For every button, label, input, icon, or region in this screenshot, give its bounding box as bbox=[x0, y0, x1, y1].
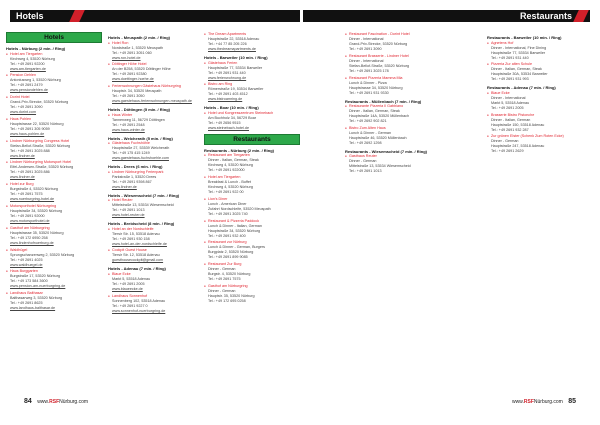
page-header-restaurants bbox=[303, 10, 590, 22]
list-item bbox=[6, 73, 102, 93]
list-item bbox=[6, 95, 102, 115]
entry-website-link[interactable]: www.landhaus-balthasar.de bbox=[10, 306, 56, 311]
entry-detail: Römerstraße 19, 53534 Barweiler bbox=[208, 87, 264, 92]
entry-detail: Tel.: +49 2692 902 821 bbox=[349, 119, 387, 124]
entry-detail: Hauptstraße 77, 53534 Barweiler bbox=[491, 50, 546, 55]
list-item bbox=[487, 91, 583, 111]
entry-detail: Tel.: +49 172 6950 258 bbox=[10, 235, 48, 240]
entry-website-link[interactable]: www.blaueecke.de bbox=[112, 286, 143, 291]
entry-name-link[interactable]: ● Lindner Nürburgring Motorsport Hotel bbox=[6, 160, 102, 165]
list-item bbox=[345, 104, 441, 124]
entry-detail: Kirchweg 4, 53520 Nürburg bbox=[208, 185, 253, 190]
group-title: Restaurants - Müllenbach (7 min. / Ring) bbox=[345, 98, 422, 104]
entry-name-link[interactable]: ● Gasthof am Nürburgring bbox=[6, 226, 102, 231]
entry-detail: Dinner - German bbox=[208, 267, 236, 272]
group-title: Hotels - Adenau (7 min. / Ring) bbox=[108, 266, 166, 272]
entry-name-link[interactable]: ● Lindner Nürburgring Congress Hotel bbox=[6, 139, 102, 144]
entry-website-link[interactable]: www.pension-am-nuerburgring.de bbox=[10, 284, 66, 289]
list-item bbox=[487, 41, 583, 61]
entry-detail: Tel.: +49 2691 9398 867 bbox=[112, 179, 152, 184]
entry-detail: Hauptstrasse 34, 53520 Nürburg bbox=[349, 85, 403, 90]
entry-detail: Tel.: +49 2691 3051 060 bbox=[112, 50, 152, 55]
entry-detail: Dinner - German bbox=[208, 289, 236, 294]
list-item bbox=[204, 153, 300, 173]
entry-detail: Tel.: +49 2691 3025 886 bbox=[10, 170, 50, 175]
entry-detail: Hauptstraße 14A, 53520 Müllenbach bbox=[349, 114, 410, 119]
entry-website-link[interactable]: www.nuerburgring-hotel.de bbox=[10, 197, 55, 202]
list-item bbox=[204, 197, 300, 217]
group-title: Hotels - Nürburg (2 min. / Ring) bbox=[6, 46, 66, 51]
list-item bbox=[6, 204, 102, 224]
entry-name-link[interactable]: ● Cockpit Guest House bbox=[108, 248, 204, 253]
column-hotels-restaurants bbox=[204, 32, 300, 382]
entry-detail: Hauptstraße 30A, 53534 Barweiler bbox=[491, 72, 548, 77]
list-item bbox=[345, 54, 441, 74]
entry-name-link[interactable]: ● Pizzeria Zur alten Schule bbox=[487, 62, 583, 67]
entry-detail: Tel.: +49 2691 3090 bbox=[10, 105, 43, 110]
footer-url-suffix: Nürburg.com bbox=[59, 399, 89, 405]
entry-website-link[interactable]: www.doettinger-hoehe.de bbox=[112, 77, 154, 82]
entry-detail: Stefan-Bellof-Straße, 53520 Nürburg bbox=[10, 143, 71, 148]
entry-name-link[interactable]: ● Bistro Zum Alten Haus bbox=[345, 126, 441, 131]
entry-detail: Sprungschanzenweg 2, 53520 Nürburg bbox=[10, 252, 75, 257]
page-header-hotels bbox=[10, 10, 300, 22]
entry-name-link[interactable]: ● Hotel Ron bbox=[108, 41, 204, 46]
entry-detail: Dinner - International bbox=[349, 58, 384, 63]
entry-name-link[interactable]: ● Gasthof am Nürburgring bbox=[204, 284, 300, 289]
list-item bbox=[204, 111, 300, 131]
entry-detail: Hauptstraße 34, 53520 Nürburg bbox=[10, 209, 63, 214]
entry-detail: Tel.: +49 2691 931 993 bbox=[491, 77, 529, 82]
entry-detail: Dinner - International bbox=[491, 95, 526, 100]
list-item bbox=[487, 134, 583, 154]
entry-website-link[interactable]: www.thedreamapartments.de bbox=[208, 47, 256, 51]
entry-name-link[interactable]: ● Haus Burggarten bbox=[6, 269, 102, 274]
entry-detail: Tel.: +49 2691 932 400 bbox=[208, 233, 246, 238]
group-title: Hotels - Barweiler (10 min. / Ring) bbox=[204, 55, 268, 60]
entry-website-link[interactable]: www.bistroamring.de bbox=[208, 97, 243, 102]
entry-name-link[interactable]: ● Blaue Ecke bbox=[487, 91, 583, 96]
entry-website-link[interactable]: www.pensiondehlen.de bbox=[10, 88, 48, 93]
list-item bbox=[6, 117, 102, 137]
entry-detail: Tel.: +49 2692 1298 bbox=[349, 140, 382, 145]
entry-detail: Tel.: +49 2691 899 9085 bbox=[208, 255, 248, 260]
group-title: Hotels - Döttingen (5 min. / Ring) bbox=[108, 107, 170, 113]
list-item bbox=[6, 226, 102, 246]
entry-name-link[interactable]: ● Ferienwohnungen Gästehaus Nürburgring bbox=[108, 84, 204, 89]
entry-website-link[interactable]: www.sonnenhof-nuerburgring.de bbox=[112, 308, 166, 313]
entry-detail: Tel.: +49 2691 2005 bbox=[491, 105, 524, 110]
footer-url-prefix: www. bbox=[37, 399, 50, 405]
list-item bbox=[108, 294, 204, 314]
entry-detail: Dinner - Italian, German, Steak bbox=[208, 158, 259, 163]
entry-detail: Kirchweg 4, 53520 Nürburg bbox=[10, 56, 55, 61]
entry-detail: Sonnenberg 102, 53518 Adenau bbox=[112, 298, 166, 303]
entry-name-link[interactable]: ● Dorint Hotel bbox=[6, 95, 102, 100]
group-title: Restaurants - Barweiler (10 min. / Ring) bbox=[487, 35, 562, 40]
entry-detail: Mittelstraße 13, 53534 Wiesemscheid bbox=[349, 164, 411, 169]
entry-name-link[interactable]: ● Hotel am Tiergarten bbox=[204, 175, 300, 180]
list-item bbox=[108, 141, 204, 161]
list-item bbox=[6, 139, 102, 159]
entry-detail: Hauptstraße 46, 53520 Müllenbach bbox=[349, 135, 407, 140]
entry-detail: Tel.: +49 2691 922 00 bbox=[208, 190, 244, 195]
entry-detail: Tel.: +49 175 415 1249 bbox=[112, 151, 150, 156]
entry-detail: Markt 5, 53518 Adenau bbox=[491, 100, 530, 105]
entry-name-link[interactable]: ● Restaurant am Tiergarten bbox=[204, 153, 300, 158]
list-item bbox=[204, 284, 300, 304]
entry-name-link[interactable]: ● Agnetens Hof bbox=[487, 41, 583, 46]
list-item bbox=[108, 248, 204, 263]
entry-detail: Hauptstraße 150, 53518 Adenau bbox=[491, 122, 545, 127]
entry-detail: Nordstraße 1, 53520 Meuspath bbox=[112, 45, 164, 50]
entry-detail: Tel.: +49 2691 4025 bbox=[10, 257, 43, 262]
entry-detail: Tel.: +49 2691 931 9330 bbox=[349, 90, 389, 95]
entry-name-link[interactable]: ● Gasthaus Reuter bbox=[345, 154, 441, 159]
section-title-hotels: Hotels bbox=[6, 32, 102, 43]
entry-website-link[interactable]: www.ferienwohnung.de bbox=[208, 75, 247, 80]
page-header-title: Hotels bbox=[16, 11, 44, 21]
entry-detail: Tel.: +49 2691 2629 bbox=[491, 149, 524, 154]
list-item bbox=[487, 113, 583, 133]
entry-name-link[interactable]: ● Döttinger Höhe Hotel bbox=[108, 62, 204, 67]
entry-detail: Tel.: +49 2691 930 158 bbox=[112, 236, 150, 241]
entry-detail: Tel.: +49 2691 8625 bbox=[10, 301, 43, 306]
entry-website-link[interactable]: www.haus-pohlen.de bbox=[10, 131, 45, 136]
list-item bbox=[108, 62, 204, 82]
entry-detail: Mittelstraße 13, 53534 Wiesemscheid bbox=[112, 203, 174, 208]
entry-detail: Grand-Prix-Strecke, 53520 Nürburg bbox=[349, 42, 408, 46]
entry-name-link[interactable]: ● Restaurant & Pizzeria Paddock bbox=[204, 219, 300, 224]
entry-website-link[interactable]: www.motorsporthotel.de bbox=[10, 219, 50, 224]
list-item bbox=[108, 170, 204, 190]
entry-name-link[interactable]: ● The Dream Apartments bbox=[204, 32, 300, 37]
entry-detail: Tel.: +49 2691 305 9059 bbox=[10, 126, 50, 131]
entry-detail: Tel.: +49 2691 1013 bbox=[349, 169, 382, 174]
entry-name-link[interactable]: ● Hotel zur Burg bbox=[6, 182, 102, 187]
group-title: Restaurants - Nürburg (2 min. / Ring) bbox=[204, 147, 275, 153]
entry-detail: Burgstraße 17, 53520 Nürburg bbox=[10, 274, 61, 279]
group-title: Hotels - Welcherath (5 min. / Ring) bbox=[108, 135, 173, 141]
footer-url-suffix: Nürburg.com bbox=[533, 399, 563, 405]
entry-detail: Dinner - German bbox=[491, 139, 519, 144]
list-item bbox=[108, 84, 204, 104]
entry-detail: Am Buchholz 34, 56729 Boar bbox=[208, 115, 256, 120]
entry-name-link[interactable]: ● Restaurant Pizzeria Mamma Mia bbox=[345, 76, 441, 81]
entry-detail: Dinner - Italian, German bbox=[491, 117, 531, 122]
entry-detail: Hauptstrasse 22, 53520 Nürburg bbox=[10, 121, 64, 126]
entry-detail: Hauptstr. 35, 53520 Nürburg bbox=[208, 294, 255, 299]
page-header-title: Restaurants bbox=[519, 11, 572, 21]
entry-detail: Tel.: +49 2691 3090 bbox=[349, 47, 382, 51]
entry-detail: Hauptstr. 34, 53520 Meuspath bbox=[112, 89, 162, 94]
entry-name-link[interactable]: ● Haus Pohlen bbox=[6, 117, 102, 122]
entry-detail: Balthasarweg 3, 53520 Nürburg bbox=[10, 296, 63, 301]
entry-website-link[interactable]: www.dorint.com bbox=[10, 110, 37, 115]
entry-detail: Kirchweg 4, 53520 Nürburg bbox=[208, 163, 253, 168]
list-item bbox=[204, 219, 300, 239]
entry-detail: Tel.: +49 2691 931 440 bbox=[491, 55, 529, 60]
entry-detail: Tel.: +49 2691 932 287 bbox=[491, 127, 529, 132]
group-title: Hotels - Meuspath (2 min. / Ring) bbox=[108, 35, 171, 40]
entry-name-link[interactable]: ● Lion's Diner bbox=[204, 197, 300, 202]
entry-detail: Tel.: +49 172 695 0258 bbox=[208, 299, 246, 304]
entry-detail: Hauptstraße 27, 53539 Welcherath bbox=[112, 146, 170, 151]
entry-detail: Tel.: +49 2691 92000 bbox=[10, 214, 45, 219]
entry-detail: Tel.: +44 77 85 205 226 bbox=[208, 42, 247, 46]
column-hotels-surrounding bbox=[108, 32, 204, 382]
entry-name-link[interactable]: ● Landhaus Sonnenhof bbox=[108, 294, 204, 299]
entry-detail: Tel.: +49 2691 2005 bbox=[112, 281, 145, 286]
entry-detail: Tiersir Str. 15, 53518 Adenau bbox=[112, 231, 160, 236]
list-item bbox=[6, 269, 102, 289]
entry-website-link[interactable]: www.ron-hotel.de bbox=[112, 55, 141, 60]
entry-name-link[interactable]: ● Zur grünen Elster (Schenk Zum Roten Ecke) bbox=[487, 134, 583, 139]
entry-detail: Dinner - Italian, German, Steak bbox=[491, 67, 542, 72]
entry-website-link[interactable]: www.hotel-reuter.de bbox=[112, 213, 145, 218]
entry-website-link[interactable]: www.hotel-an-der-nordschleife.de bbox=[112, 241, 167, 246]
entry-detail: Tel.: +49 2691 2479 bbox=[10, 83, 43, 88]
list-item bbox=[6, 248, 102, 268]
entry-website-link[interactable]: www.gaestehaus-ferienwohnungen-meuspath.de bbox=[112, 99, 192, 104]
entry-name-link[interactable]: ● Blaue Ecke bbox=[108, 272, 204, 277]
entry-name-link[interactable]: ● Pension Dehlen bbox=[6, 73, 102, 78]
list-item bbox=[6, 52, 102, 72]
entry-name-link[interactable]: ● Restaurant zur Nürburg bbox=[204, 240, 300, 245]
entry-detail: Tel.: +49 2691 92200 bbox=[10, 61, 45, 66]
entry-detail: Lunch - American Diner bbox=[208, 201, 247, 206]
entry-name-link[interactable]: ● Restaurant Brasserie - Lindner Hotel bbox=[345, 54, 441, 59]
list-item bbox=[6, 182, 102, 202]
page-footer-left bbox=[20, 398, 88, 406]
entry-detail: Stefan-Bellof-Straße, 53520 Nürburg bbox=[349, 63, 410, 68]
page-number: 85 bbox=[568, 398, 576, 405]
entry-detail: Burgplatz 2, 53520 Nürburg bbox=[208, 250, 254, 255]
entry-website-link[interactable]: www.am-tiergarten.de bbox=[10, 66, 46, 71]
group-title: Restaurants - Wiesemscheid (7 min. / Ring) bbox=[345, 148, 427, 154]
entry-detail: Tel.: +49 2691 7575 bbox=[10, 192, 43, 197]
group-title: Restaurants - Adenau (7 min. / Ring) bbox=[487, 85, 556, 91]
list-item bbox=[204, 32, 300, 52]
entry-website-link[interactable]: www.gaestehaus-fuchshoehle.com bbox=[112, 156, 169, 161]
entry-name-link[interactable]: ● Restaurante Pizzeria Il Gabbiano bbox=[345, 104, 441, 109]
entry-detail: Tel.: +49 2691 403 4512 bbox=[208, 92, 248, 97]
entry-name-link[interactable]: ● Hotel an der Nordschleife bbox=[108, 227, 204, 232]
entry-detail: Parkstraße 1, 53520 Drees bbox=[112, 174, 157, 179]
list-item bbox=[345, 32, 441, 52]
entry-detail: Zufahrt Nordschleife, 53520 Meuspath bbox=[208, 206, 271, 211]
entry-detail: Burgstraße 4, 53520 Nürburg bbox=[10, 187, 58, 192]
list-item bbox=[108, 227, 204, 247]
group-title: Hotels - Breidscheid (8 min. / Ring) bbox=[108, 221, 175, 227]
header-stripe-decoration bbox=[573, 10, 589, 22]
entry-website-link[interactable]: www.waldhuegel.de bbox=[10, 262, 43, 267]
entry-name-link[interactable]: ● Landhaus Balthasar bbox=[6, 291, 102, 296]
entry-detail: Markt 5, 53518 Adenau bbox=[112, 276, 151, 281]
entry-website-link[interactable]: www.lindenhofnuerburg.de bbox=[10, 240, 54, 245]
group-title: Hotels - Boar (10 min. / Ring) bbox=[204, 105, 259, 111]
entry-name-link[interactable]: ● Lindner Nürburgring Ferienpark bbox=[108, 170, 204, 175]
footer-url-brand: RSF bbox=[49, 399, 60, 405]
entry-detail: Hauptstraße 77, 53534 Barweiler bbox=[208, 65, 263, 70]
column-hotels-nuerburg bbox=[6, 32, 102, 382]
entry-detail: Hauptstraße 22, 53518 Adenau bbox=[208, 37, 260, 41]
entry-detail: Tel.: +49 2691 922000 bbox=[208, 168, 245, 173]
entry-detail: Tannenweg 11, 56729 Döttingen bbox=[112, 117, 165, 122]
entry-website-link[interactable]: www.lindner.de bbox=[10, 175, 35, 180]
entry-detail: Hauptstraße 247, 53518 Adenau bbox=[491, 144, 545, 149]
list-item bbox=[204, 82, 300, 102]
entry-name-link[interactable]: ● Gästehaus Ferien bbox=[204, 61, 300, 66]
entry-detail: Tel.: +49 173 584 3600 bbox=[10, 279, 48, 284]
entry-detail: Tel.: +49 2691 1013 bbox=[112, 208, 145, 213]
footer-url-prefix: www. bbox=[511, 399, 524, 405]
entry-name-link[interactable]: ● Bistro am Ring bbox=[204, 82, 300, 87]
entry-name-link[interactable]: ● Motorsporthotel Nürburgring bbox=[6, 204, 102, 209]
entry-detail: Hauptstraße 34, 53520 Nürburg bbox=[208, 228, 261, 233]
list-item bbox=[345, 76, 441, 96]
entry-website-link[interactable]: guesthousecockpit@gmail.com bbox=[112, 258, 164, 263]
entry-detail: Tel.: +49 2691 7575 bbox=[208, 277, 241, 282]
list-item bbox=[204, 61, 300, 81]
entry-name-link[interactable]: ● Waldhügel bbox=[6, 248, 102, 253]
list-item bbox=[204, 240, 300, 260]
entry-detail: Tel.: +49 2691 92380 bbox=[112, 72, 147, 77]
list-item bbox=[204, 175, 300, 195]
entry-name-link[interactable]: ● Brasserie Bistro Pistonche bbox=[487, 113, 583, 118]
entry-detail: Tel.: +49 2691 3025 740 bbox=[208, 211, 248, 216]
group-title: Hotels - Drees (6 min. / Ring) bbox=[108, 164, 163, 170]
entry-detail: Lunch & Dinner - Pizza bbox=[349, 80, 387, 85]
list-item bbox=[6, 160, 102, 180]
entry-detail: Antoniusweg 1, 53520 Nürburg bbox=[10, 78, 61, 83]
entry-detail: Hauptstrasse 35, 53520 Nürburg bbox=[10, 230, 64, 235]
list-item bbox=[108, 272, 204, 292]
header-stripe-decoration bbox=[69, 10, 85, 22]
list-item bbox=[204, 262, 300, 282]
page-footer-right bbox=[512, 398, 580, 406]
entry-detail: Tiersir Str. 12, 53518 Adenau bbox=[112, 253, 160, 258]
list-item bbox=[108, 113, 204, 133]
entry-website-link[interactable]: www.lindner.de bbox=[10, 153, 35, 158]
entry-detail: Dinner - International bbox=[349, 37, 384, 41]
entry-detail: Grand-Prix-Strecke, 53520 Nürburg bbox=[10, 100, 69, 105]
entry-detail: Tel.: +49 2656 9515 bbox=[208, 120, 241, 125]
entry-detail: Tel.: +49 2691 3025 888 bbox=[10, 148, 50, 153]
entry-detail: Lunch & Dinner - German, Burgers bbox=[208, 245, 265, 250]
page-number: 84 bbox=[24, 398, 32, 405]
entry-detail: Tel.: +49 2691 9227 0 bbox=[112, 303, 148, 308]
entry-name-link[interactable]: ● Restaurant Zur Burg bbox=[204, 262, 300, 267]
entry-website-link[interactable]: www.lindner.de bbox=[112, 184, 137, 189]
list-item bbox=[487, 62, 583, 82]
entry-name-link[interactable]: ● Hotel am Tiergarten bbox=[6, 52, 102, 57]
entry-name-link[interactable]: ● Hotel und Kongresszentrum Steinebach bbox=[204, 111, 300, 116]
entry-detail: Burgstr. 4, 53520 Nürburg bbox=[208, 272, 251, 277]
entry-detail: Breakfast & Lunch - Buffet bbox=[208, 180, 251, 185]
list-item bbox=[108, 41, 204, 61]
entry-website-link[interactable]: www.steinebach-hotel.de bbox=[208, 125, 249, 130]
entry-detail: Dinner - International, Fine Dining bbox=[491, 45, 547, 50]
entry-name-link[interactable]: ● Restaurant Fascination - Dorint Hotel bbox=[345, 32, 441, 37]
entry-detail: Tel.: +49 2691 3050 bbox=[112, 94, 145, 99]
entry-detail: Eifel-Andersen-Straße, 53520 Nürburg bbox=[10, 165, 74, 170]
entry-detail: An der B258, 53520 Döttinger Höhe bbox=[112, 67, 171, 72]
entry-detail: Dinner - German bbox=[349, 159, 377, 164]
footer-url-brand: RSF bbox=[523, 399, 534, 405]
entry-website-link[interactable]: www.haus-winter.de bbox=[112, 127, 145, 132]
entry-detail: Dinner - Italian, German, Steak bbox=[349, 109, 400, 114]
entry-detail: Tel.: +49 2691 3025 178 bbox=[349, 68, 389, 73]
entry-name-link[interactable]: ● Haus Winter bbox=[108, 113, 204, 118]
entry-name-link[interactable]: ● Hotel Reuter bbox=[108, 198, 204, 203]
section-title-restaurants: Restaurants bbox=[204, 134, 300, 145]
list-item bbox=[108, 198, 204, 218]
entry-detail: Lunch & Dinner - German bbox=[349, 130, 392, 135]
list-item bbox=[345, 154, 441, 174]
entry-detail: Lunch & Dinner - Italian, German bbox=[208, 223, 262, 228]
entry-detail: Tel.: +49 2691 931 440 bbox=[208, 70, 246, 75]
list-item bbox=[6, 291, 102, 311]
group-title: Hotels - Wiesemscheid (7 min. / Ring) bbox=[108, 192, 180, 198]
list-item bbox=[345, 126, 441, 146]
column-restaurants bbox=[345, 32, 441, 382]
entry-name-link[interactable]: ● Gästehaus Fuchshöhle bbox=[108, 141, 204, 146]
entry-detail: Tel.: +49 2691 2548 bbox=[112, 122, 145, 127]
column-restaurants-more bbox=[487, 32, 583, 382]
